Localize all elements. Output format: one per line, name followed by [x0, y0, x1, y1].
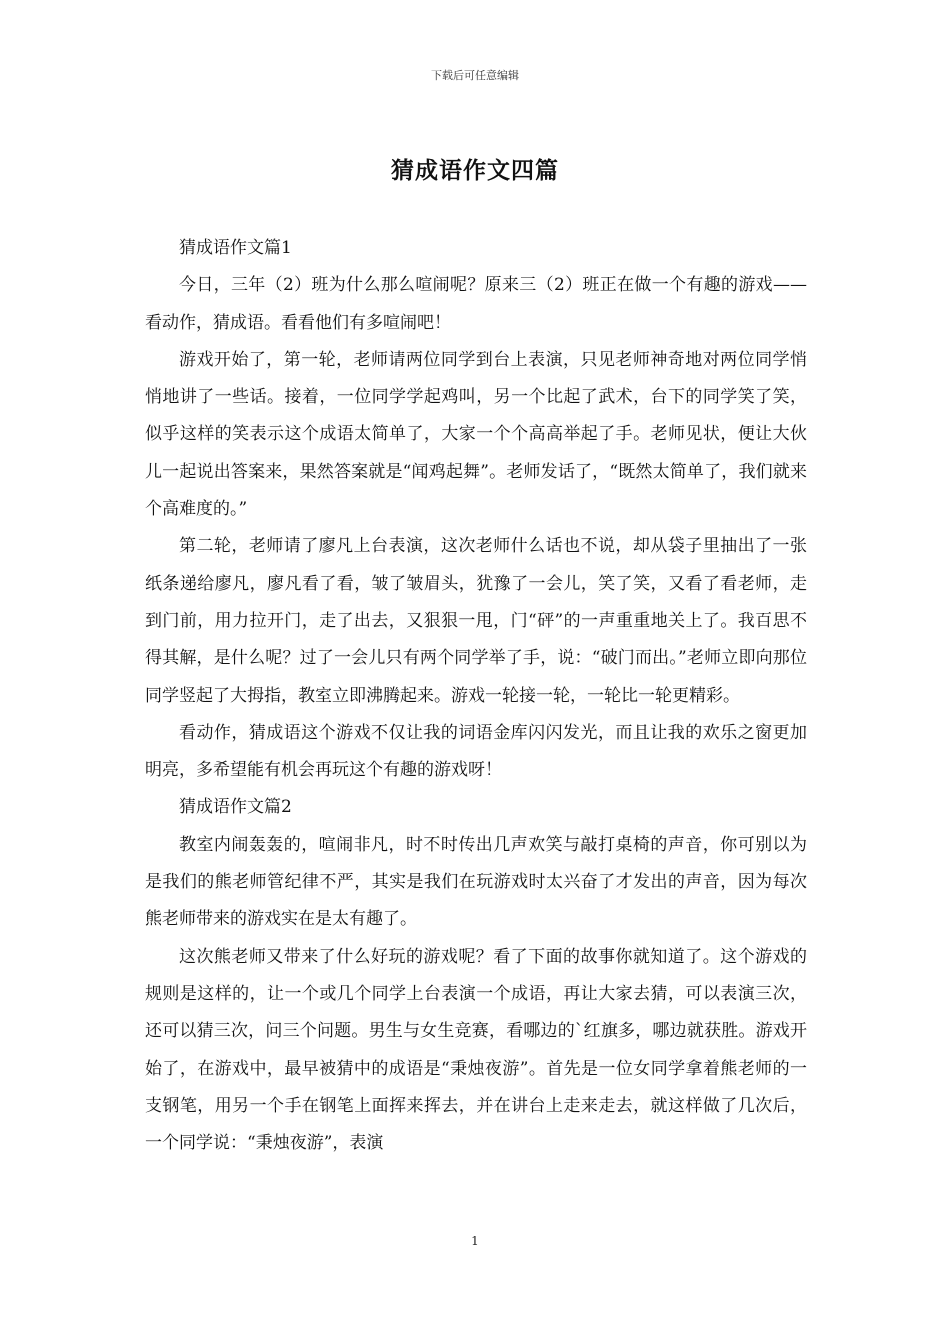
page-number: 1: [471, 1234, 479, 1248]
header-note: 下载后可任意编辑: [431, 69, 519, 82]
paragraph: 教室内闹轰轰的，喧闹非凡，时不时传出几声欢笑与敲打桌椅的声音，你可别以为是我们的熊老师管纪律不严，其实是我们在玩游戏时太兴奋了才发出的声音，因为每次熊老师带来的游戏实在是太有趣了。: [145, 834, 807, 930]
paragraph: 游戏开始了，第一轮，老师请两位同学到台上表演，只见老师神奇地对两位同学悄悄地讲了一些话。接着，一位同学学起鸡叫，另一个比起了武术，台下的同学笑了笑，似乎这样的笑表示这个成语太简单了，大家一个个高高举起了手。老师见状，便让大伙儿一起说出答案来，果然答案就是“闻鸡起舞”。老师发话了，“既然太简单了，我们就来个高难度的。”: [145, 349, 807, 520]
document-title: 猜成语作文四篇: [391, 157, 559, 184]
paragraph: 看动作，猜成语这个游戏不仅让我的词语金库闪闪发光，而且让我的欢乐之窗更加明亮，多希望能有机会再玩这个有趣的游戏呀！: [145, 722, 807, 781]
paragraph: 第二轮，老师请了廖凡上台表演，这次老师什么话也不说，却从袋子里抽出了一张纸条递给廖凡，廖凡看了看，皱了皱眉头，犹豫了一会儿，笑了笑，又看了看老师，走到门前，用力拉开门，走了出去，又狠狠一甩，门“砰”的一声重重地关上了。我百思不得其解，是什么呢？过了一会儿只有两个同学举了手，说：“破门而出。”老师立即向那位同学竖起了大拇指，教室立即沸腾起来。游戏一轮接一轮，一轮比一轮更精彩。: [145, 536, 807, 706]
document-body: [145, 230, 807, 1162]
section-heading-1: 猜成语作文篇1: [179, 238, 292, 258]
paragraph: 这次熊老师又带来了什么好玩的游戏呢？看了下面的故事你就知道了。这个游戏的规则是这样的，让一个或几个同学上台表演一个成语，再让大家去猜，可以表演三次，还可以猜三次，问三个问题。男生与女生竞赛，看哪边的`红旗多，哪边就获胜。游戏开始了，在游戏中，最早被猜中的成语是“秉烛夜游”。首先是一位女同学拿着熊老师的一支钢笔，用另一个手在钢笔上面挥来挥去，并在讲台上走来走去，就这样做了几次后，一个同学说：“秉烛夜游”，表演: [145, 946, 807, 1154]
section-heading-2: 猜成语作文篇2: [179, 797, 292, 818]
paragraph: 今日，三年（2）班为什么那么喧闹呢？原来三（2）班正在做一个有趣的游戏——看动作，猜成语。看看他们有多喧闹吧！: [145, 275, 807, 333]
